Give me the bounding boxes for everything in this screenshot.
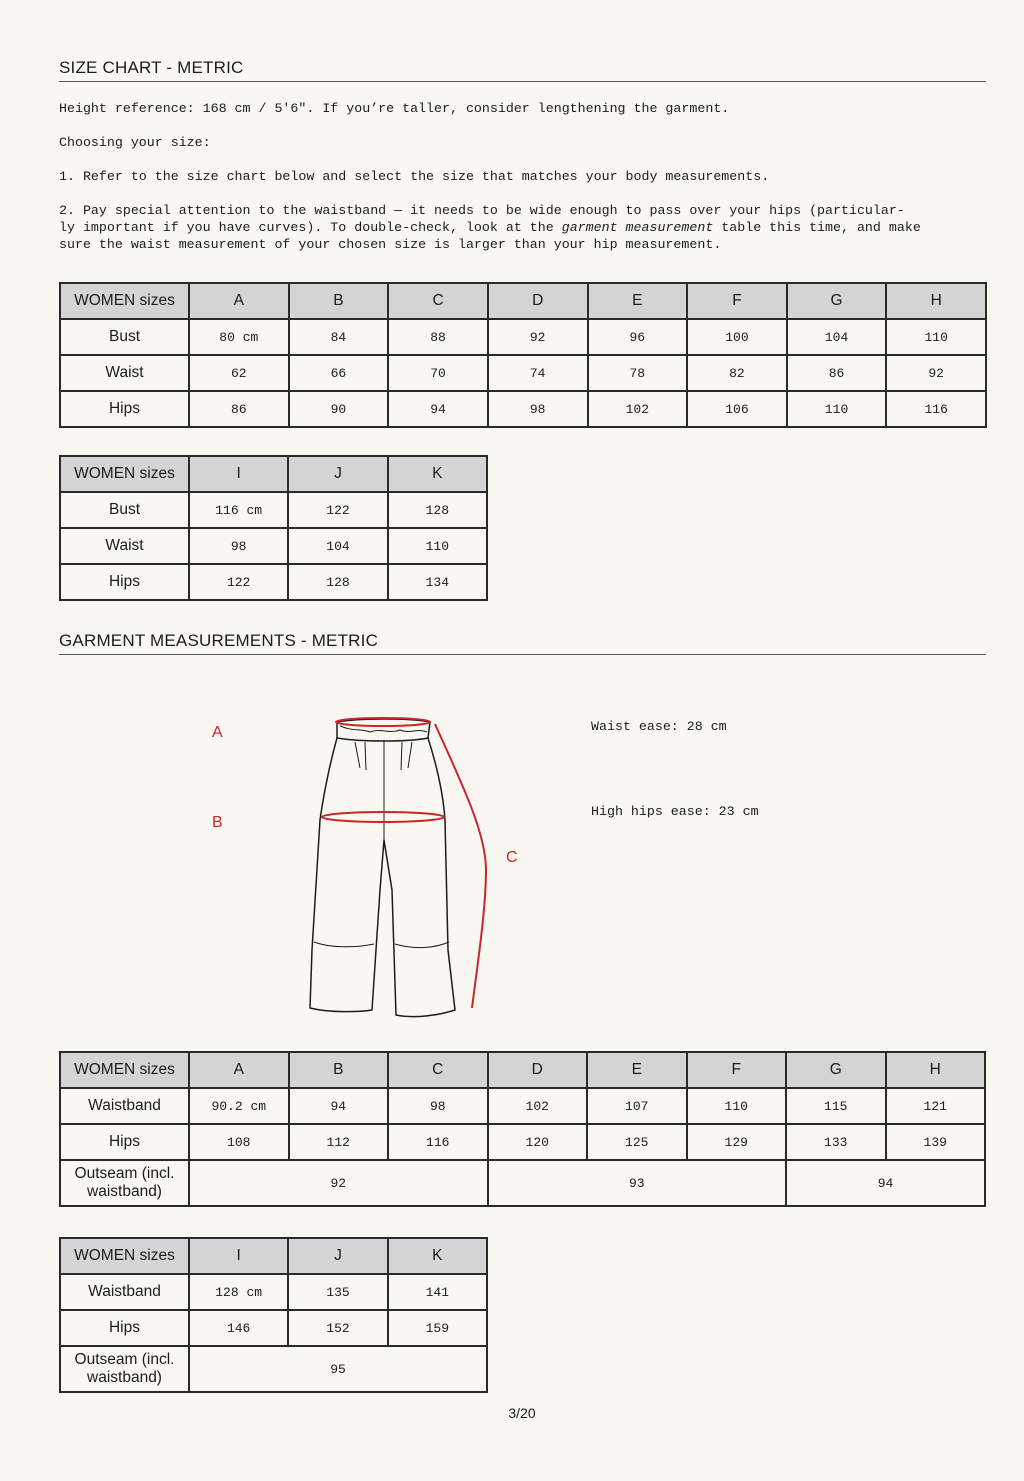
table-row <box>60 1310 487 1346</box>
step-two-line-2a: ly important if you have curves). To double-check, look at the <box>59 220 562 235</box>
size-col-f: F <box>687 1052 787 1088</box>
size-col-a: A <box>189 283 289 319</box>
size-col-g: G <box>786 1052 886 1088</box>
size-col-b: B <box>289 283 389 319</box>
size-chart-title: SIZE CHART - METRIC <box>59 58 986 82</box>
table-cell: 133 <box>786 1124 886 1160</box>
table-cell: 104 <box>288 528 387 564</box>
table-cell: 110 <box>687 1088 787 1124</box>
table-row <box>60 1160 985 1206</box>
table-cell: 94 <box>786 1160 985 1206</box>
size-col-i: I <box>189 456 288 492</box>
size-col-f: F <box>687 283 787 319</box>
table-cell: 92 <box>886 355 986 391</box>
table-cell: 95 <box>189 1346 487 1392</box>
row-label-waist: Waist <box>60 355 189 391</box>
size-table-i-k <box>59 455 488 601</box>
table-cell: 100 <box>687 319 787 355</box>
size-col-h: H <box>886 1052 986 1088</box>
label-c: C <box>506 849 518 866</box>
size-col-j: J <box>288 1238 387 1274</box>
size-col-b: B <box>289 1052 389 1088</box>
table-header-label: WOMEN sizes <box>60 1238 189 1274</box>
table-header-label: WOMEN sizes <box>60 456 189 492</box>
table-cell: 94 <box>388 391 488 427</box>
table-cell: 84 <box>289 319 389 355</box>
table-row <box>60 355 986 391</box>
row-label-outseam <box>60 1346 189 1392</box>
step-two-text <box>59 202 921 253</box>
page-number: 3/20 <box>508 1405 536 1421</box>
table-cell: 152 <box>288 1310 387 1346</box>
label-a: A <box>212 724 223 741</box>
table-cell: 93 <box>488 1160 787 1206</box>
table-row <box>60 391 986 427</box>
table-cell: 82 <box>687 355 787 391</box>
step-two-line-3: sure the waist measurement of your chosen size is larger than your hip measurement. <box>59 237 722 252</box>
table-cell: 98 <box>189 528 288 564</box>
table-cell: 128 cm <box>189 1274 288 1310</box>
outseam-label-line-1: Outseam (incl. <box>74 1351 175 1368</box>
row-label-hips: Hips <box>60 1310 189 1346</box>
garment-table-a-h <box>59 1051 986 1207</box>
step-one-text: 1. Refer to the size chart below and select the size that matches your body measurements. <box>59 169 770 184</box>
table-cell: 102 <box>588 391 688 427</box>
size-col-e: E <box>588 283 688 319</box>
outseam-label-line-2: waistband) <box>87 1369 162 1386</box>
table-cell: 159 <box>388 1310 487 1346</box>
size-col-k: K <box>388 1238 487 1274</box>
table-cell: 139 <box>886 1124 986 1160</box>
table-cell: 128 <box>288 564 387 600</box>
size-col-h: H <box>886 283 986 319</box>
hips-ease-text: High hips ease: 23 cm <box>591 804 759 819</box>
table-cell: 88 <box>388 319 488 355</box>
row-label-waist: Waist <box>60 528 189 564</box>
size-col-d: D <box>488 1052 588 1088</box>
height-reference-text: Height reference: 168 cm / 5'6". If you’re taller, consider lengthening the garment. <box>59 101 730 116</box>
row-label-hips: Hips <box>60 1124 189 1160</box>
waist-ease-text: Waist ease: 28 cm <box>591 719 727 734</box>
table-cell: 134 <box>388 564 487 600</box>
table-cell: 115 <box>786 1088 886 1124</box>
size-table-a-h <box>59 282 987 428</box>
table-row <box>60 1346 487 1392</box>
table-cell: 90 <box>289 391 389 427</box>
table-header-label: WOMEN sizes <box>60 283 189 319</box>
table-cell: 92 <box>488 319 588 355</box>
table-cell: 98 <box>388 1088 488 1124</box>
table-cell: 90.2 cm <box>189 1088 289 1124</box>
garment-table-i-k <box>59 1237 488 1393</box>
size-col-c: C <box>388 1052 488 1088</box>
table-cell: 98 <box>488 391 588 427</box>
row-label-hips: Hips <box>60 391 189 427</box>
table-row <box>60 1088 985 1124</box>
table-row <box>60 492 487 528</box>
choosing-size-text: Choosing your size: <box>59 135 211 150</box>
table-cell: 110 <box>886 319 986 355</box>
size-col-k: K <box>388 456 487 492</box>
table-cell: 74 <box>488 355 588 391</box>
outseam-label-line-2: waistband) <box>87 1183 162 1200</box>
table-cell: 66 <box>289 355 389 391</box>
table-cell: 146 <box>189 1310 288 1346</box>
step-two-line-1: 2. Pay special attention to the waistband — it needs to be wide enough to pass over your hips (particular- <box>59 203 905 218</box>
table-cell: 112 <box>289 1124 389 1160</box>
table-cell: 128 <box>388 492 487 528</box>
step-two-italic: garment measurement <box>561 220 714 235</box>
table-row <box>60 1124 985 1160</box>
table-cell: 116 <box>388 1124 488 1160</box>
row-label-outseam <box>60 1160 189 1206</box>
garment-measurements-title: GARMENT MEASUREMENTS - METRIC <box>59 631 986 655</box>
row-label-bust: Bust <box>60 319 189 355</box>
row-label-bust: Bust <box>60 492 189 528</box>
table-cell: 110 <box>388 528 487 564</box>
table-row <box>60 564 487 600</box>
table-header-label: WOMEN sizes <box>60 1052 189 1088</box>
row-label-waistband: Waistband <box>60 1274 189 1310</box>
table-cell: 120 <box>488 1124 588 1160</box>
size-col-e: E <box>587 1052 687 1088</box>
size-col-j: J <box>288 456 387 492</box>
table-cell: 104 <box>787 319 887 355</box>
size-col-a: A <box>189 1052 289 1088</box>
table-cell: 78 <box>588 355 688 391</box>
table-row <box>60 319 986 355</box>
table-cell: 110 <box>787 391 887 427</box>
table-cell: 107 <box>587 1088 687 1124</box>
table-cell: 108 <box>189 1124 289 1160</box>
label-b: B <box>212 814 223 831</box>
table-row <box>60 528 487 564</box>
table-cell: 92 <box>189 1160 488 1206</box>
table-cell: 70 <box>388 355 488 391</box>
table-cell: 96 <box>588 319 688 355</box>
size-col-i: I <box>189 1238 288 1274</box>
size-col-d: D <box>488 283 588 319</box>
table-cell: 62 <box>189 355 289 391</box>
row-label-waistband: Waistband <box>60 1088 189 1124</box>
table-cell: 116 cm <box>189 492 288 528</box>
size-col-g: G <box>787 283 887 319</box>
table-cell: 135 <box>288 1274 387 1310</box>
table-cell: 86 <box>787 355 887 391</box>
size-col-c: C <box>388 283 488 319</box>
table-cell: 116 <box>886 391 986 427</box>
table-cell: 86 <box>189 391 289 427</box>
step-two-line-2b: table this time, and make <box>713 220 921 235</box>
table-cell: 129 <box>687 1124 787 1160</box>
outseam-label-line-1: Outseam (incl. <box>74 1165 175 1182</box>
row-label-hips: Hips <box>60 564 189 600</box>
table-cell: 125 <box>587 1124 687 1160</box>
table-cell: 122 <box>288 492 387 528</box>
trousers-diagram <box>300 710 500 1025</box>
table-cell: 141 <box>388 1274 487 1310</box>
table-cell: 121 <box>886 1088 986 1124</box>
table-row <box>60 1274 487 1310</box>
table-cell: 122 <box>189 564 288 600</box>
table-cell: 94 <box>289 1088 389 1124</box>
table-cell: 106 <box>687 391 787 427</box>
table-cell: 102 <box>488 1088 588 1124</box>
table-cell: 80 cm <box>189 319 289 355</box>
